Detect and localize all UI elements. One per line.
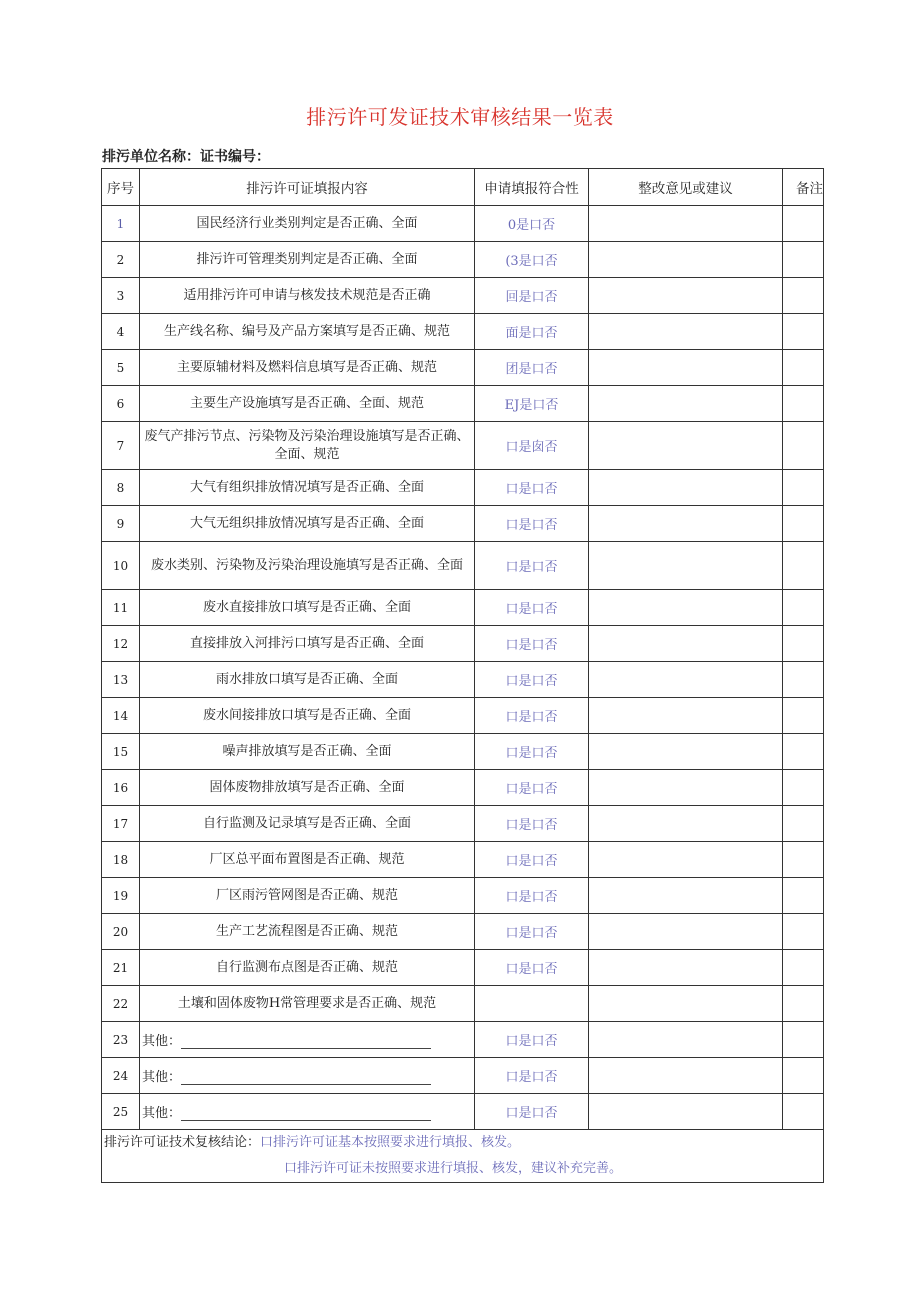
row-number: 12	[102, 626, 140, 662]
advice-cell[interactable]	[589, 1094, 783, 1130]
row-number: 6	[102, 386, 140, 422]
row-content: 自行监测及记录填写是否正确、全面	[140, 806, 475, 842]
row-number: 24	[102, 1058, 140, 1094]
note-cell[interactable]	[783, 806, 824, 842]
row-content: 大气有组织排放情况填写是否正确、全面	[140, 470, 475, 506]
blank-line[interactable]	[181, 1074, 431, 1085]
advice-cell[interactable]	[589, 506, 783, 542]
note-cell[interactable]	[783, 350, 824, 386]
advice-cell[interactable]	[589, 350, 783, 386]
advice-cell[interactable]	[589, 206, 783, 242]
note-cell[interactable]	[783, 770, 824, 806]
row-number: 23	[102, 1022, 140, 1058]
row-number: 3	[102, 278, 140, 314]
table-row	[102, 470, 824, 506]
advice-cell[interactable]	[589, 662, 783, 698]
advice-cell[interactable]	[589, 542, 783, 590]
blank-line[interactable]	[181, 1038, 431, 1049]
compliance-checkbox[interactable]: 口是口否	[475, 698, 589, 734]
compliance-checkbox[interactable]: 口是口否	[475, 842, 589, 878]
row-number: 7	[102, 422, 140, 470]
row-content: 生产线名称、编号及产品方案填写是否正确、规范	[140, 314, 475, 350]
row-content: 固体废物排放填写是否正确、全面	[140, 770, 475, 806]
advice-cell[interactable]	[589, 806, 783, 842]
note-cell[interactable]	[783, 422, 824, 470]
table-row	[102, 386, 824, 422]
compliance-checkbox[interactable]: 面是口否	[475, 314, 589, 350]
note-cell[interactable]	[783, 542, 824, 590]
header-compliance: 申请填报符合性	[475, 169, 589, 206]
note-cell[interactable]	[783, 878, 824, 914]
table-row	[102, 878, 824, 914]
blank-line[interactable]	[181, 1110, 431, 1121]
advice-cell[interactable]	[589, 470, 783, 506]
conclusion-option-2[interactable]: 口排污许可证未按照要求进行填报、核发，建议补充完善。	[284, 1161, 623, 1176]
row-content: 大气无组织排放情况填写是否正确、全面	[140, 506, 475, 542]
compliance-checkbox[interactable]: 口是口否	[475, 590, 589, 626]
row-content: 雨水排放口填写是否正确、全面	[140, 662, 475, 698]
advice-cell[interactable]	[589, 278, 783, 314]
row-number: 13	[102, 662, 140, 698]
row-content: 排污许可管理类别判定是否正确、全面	[140, 242, 475, 278]
table-row	[102, 734, 824, 770]
other-label: 其他：	[142, 1034, 182, 1049]
row-content: 生产工艺流程图是否正确、规范	[140, 914, 475, 950]
advice-cell[interactable]	[589, 878, 783, 914]
table-row	[102, 590, 824, 626]
row-number: 17	[102, 806, 140, 842]
note-cell[interactable]	[783, 386, 824, 422]
compliance-checkbox[interactable]: 口是口否	[475, 626, 589, 662]
advice-cell[interactable]	[589, 1022, 783, 1058]
row-content: 废水类别、污染物及污染治理设施填写是否正确、全面	[140, 542, 475, 590]
table-row	[102, 422, 824, 470]
advice-cell[interactable]	[589, 626, 783, 662]
note-cell[interactable]	[783, 1058, 824, 1094]
note-cell[interactable]	[783, 206, 824, 242]
note-cell[interactable]	[783, 278, 824, 314]
note-cell[interactable]	[783, 470, 824, 506]
advice-cell[interactable]	[589, 842, 783, 878]
conclusion-option-1[interactable]: 口排污许可证基本按照要求进行填报、核发。	[260, 1135, 521, 1150]
row-content: 主要原辅材料及燃料信息填写是否正确、规范	[140, 350, 475, 386]
table-row	[102, 914, 824, 950]
other-content	[140, 1094, 475, 1130]
note-cell[interactable]	[783, 698, 824, 734]
row-content: 废水直接排放口填写是否正确、全面	[140, 590, 475, 626]
table-row	[102, 770, 824, 806]
advice-cell[interactable]	[589, 314, 783, 350]
other-row	[102, 1094, 824, 1130]
header-row	[102, 169, 824, 206]
compliance-checkbox[interactable]: 口是口否	[475, 470, 589, 506]
advice-cell[interactable]	[589, 914, 783, 950]
advice-cell[interactable]	[589, 1058, 783, 1094]
table-row	[102, 314, 824, 350]
unit-info-line: 排污单位名称：证书编号：	[102, 149, 270, 165]
note-cell[interactable]	[783, 590, 824, 626]
advice-cell[interactable]	[589, 770, 783, 806]
note-cell[interactable]	[783, 314, 824, 350]
compliance-checkbox[interactable]: 口是口否	[475, 1094, 589, 1130]
row-number: 10	[102, 542, 140, 590]
row-number: 5	[102, 350, 140, 386]
row-content: 主要生产设施填写是否正确、全面、规范	[140, 386, 475, 422]
advice-cell[interactable]	[589, 986, 783, 1022]
row-content: 废气产排污节点、污染物及污染治理设施填写是否正确、全面、规范	[140, 422, 475, 470]
table-row	[102, 986, 824, 1022]
row-content: 国民经济行业类别判定是否正确、全面	[140, 206, 475, 242]
compliance-checkbox[interactable]	[475, 986, 589, 1022]
other-row	[102, 1058, 824, 1094]
table-row	[102, 206, 824, 242]
table-row	[102, 350, 824, 386]
row-number: 14	[102, 698, 140, 734]
compliance-checkbox[interactable]: 口是口否	[475, 1022, 589, 1058]
row-number: 18	[102, 842, 140, 878]
row-number: 8	[102, 470, 140, 506]
other-content	[140, 1022, 475, 1058]
note-cell[interactable]	[783, 734, 824, 770]
row-number: 22	[102, 986, 140, 1022]
compliance-checkbox[interactable]: 口是囱否	[475, 422, 589, 470]
row-number: 2	[102, 242, 140, 278]
compliance-checkbox[interactable]: 0是口否	[475, 206, 589, 242]
compliance-checkbox[interactable]: 口是口否	[475, 770, 589, 806]
note-cell[interactable]	[783, 242, 824, 278]
other-content	[140, 1058, 475, 1094]
table-row	[102, 698, 824, 734]
review-table	[101, 168, 824, 1183]
note-cell[interactable]	[783, 986, 824, 1022]
page-title: 排污许可发证技术审核结果一览表	[306, 105, 614, 129]
row-number: 11	[102, 590, 140, 626]
table-row	[102, 806, 824, 842]
table-row	[102, 506, 824, 542]
row-content: 废水间接排放口填写是否正确、全面	[140, 698, 475, 734]
row-content: 噪声排放填写是否正确、全面	[140, 734, 475, 770]
row-content: 厂区总平面布置图是否正确、规范	[140, 842, 475, 878]
row-number: 1	[102, 206, 140, 242]
conclusion-label: 排污许可证技术复核结论：	[104, 1135, 261, 1150]
row-content: 自行监测布点图是否正确、规范	[140, 950, 475, 986]
compliance-checkbox[interactable]: 口是口否	[475, 950, 589, 986]
conclusion-row	[102, 1130, 824, 1183]
row-number: 20	[102, 914, 140, 950]
row-number: 4	[102, 314, 140, 350]
note-cell[interactable]	[783, 1094, 824, 1130]
note-cell[interactable]	[783, 842, 824, 878]
row-content: 土壤和固体废物H常管理要求是否正确、规范	[140, 986, 475, 1022]
table-row	[102, 662, 824, 698]
compliance-checkbox[interactable]: 口是口否	[475, 1058, 589, 1094]
row-number: 19	[102, 878, 140, 914]
advice-cell[interactable]	[589, 950, 783, 986]
row-content: 直接排放入河排污口填写是否正确、全面	[140, 626, 475, 662]
compliance-checkbox[interactable]: 口是口否	[475, 878, 589, 914]
compliance-checkbox[interactable]: 口是口否	[475, 542, 589, 590]
advice-cell[interactable]	[589, 734, 783, 770]
compliance-checkbox[interactable]: 口是口否	[475, 914, 589, 950]
compliance-checkbox[interactable]: 口是口否	[475, 506, 589, 542]
row-number: 9	[102, 506, 140, 542]
header-content: 排污许可证填报内容	[140, 169, 475, 206]
note-cell[interactable]	[783, 914, 824, 950]
header-seq: 序号	[102, 169, 140, 206]
advice-cell[interactable]	[589, 242, 783, 278]
conclusion-cell	[102, 1130, 824, 1183]
compliance-checkbox[interactable]: 口是口否	[475, 806, 589, 842]
table-row	[102, 542, 824, 590]
table-row	[102, 278, 824, 314]
other-label: 其他：	[142, 1106, 182, 1121]
note-cell[interactable]	[783, 950, 824, 986]
row-number: 25	[102, 1094, 140, 1130]
table-row	[102, 842, 824, 878]
note-cell[interactable]	[783, 1022, 824, 1058]
compliance-checkbox[interactable]: 回是口否	[475, 278, 589, 314]
row-number: 15	[102, 734, 140, 770]
note-cell[interactable]	[783, 626, 824, 662]
advice-cell[interactable]	[589, 386, 783, 422]
other-label: 其他：	[142, 1070, 182, 1085]
row-number: 21	[102, 950, 140, 986]
header-note: 备注	[783, 169, 824, 206]
row-number: 16	[102, 770, 140, 806]
advice-cell[interactable]	[589, 590, 783, 626]
table-row	[102, 626, 824, 662]
header-advice: 整改意见或建议	[589, 169, 783, 206]
compliance-checkbox[interactable]: 口是口否	[475, 734, 589, 770]
note-cell[interactable]	[783, 506, 824, 542]
other-row	[102, 1022, 824, 1058]
table-row	[102, 950, 824, 986]
advice-cell[interactable]	[589, 698, 783, 734]
row-content: 厂区雨污管网图是否正确、规范	[140, 878, 475, 914]
compliance-checkbox[interactable]: 团是口否	[475, 350, 589, 386]
compliance-checkbox[interactable]: (3是口否	[475, 242, 589, 278]
row-content: 适用排污许可申请与核发技术规范是否正确	[140, 278, 475, 314]
compliance-checkbox[interactable]: 口是口否	[475, 662, 589, 698]
advice-cell[interactable]	[589, 422, 783, 470]
compliance-checkbox[interactable]: EJ是口否	[475, 386, 589, 422]
table-row	[102, 242, 824, 278]
note-cell[interactable]	[783, 662, 824, 698]
